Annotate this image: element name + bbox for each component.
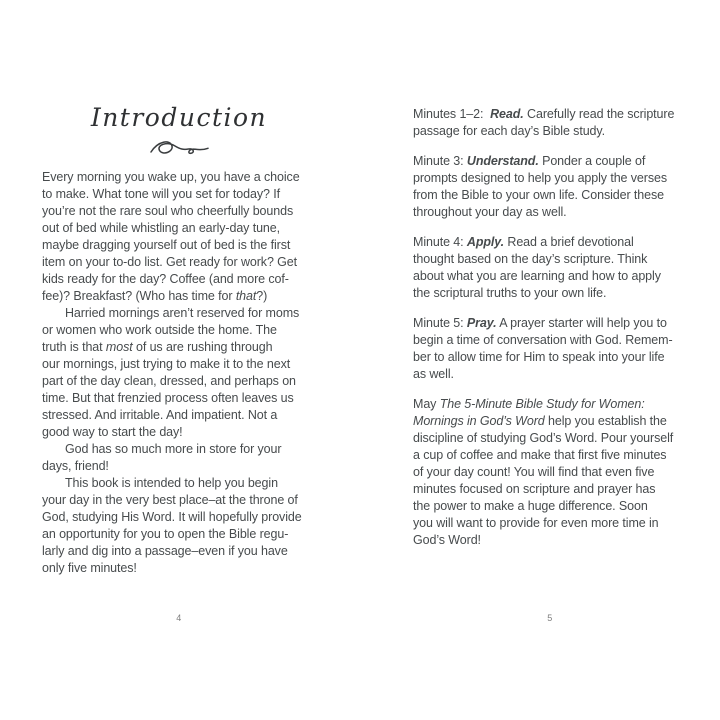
text-line: God has so much more in store for your	[65, 442, 282, 456]
text-line: your day in the very best place–at the throne of	[42, 493, 298, 507]
text-line: item on your to-do list. Get ready for work? Get	[42, 255, 298, 269]
text-line: God’s Word!	[413, 533, 481, 547]
right-page	[413, 0, 697, 562]
text-line: to make. What tone will you set for today? If	[42, 187, 280, 201]
left-page	[42, 0, 316, 577]
text-line: our mornings, just trying to make it to the next	[42, 357, 291, 371]
page-number-left: 4	[176, 613, 182, 623]
chapter-title: Introduction	[90, 103, 268, 132]
text-line: truth is that most of us are rushing through	[42, 340, 273, 354]
text-line: God, studying His Word. It will hopefully provide	[42, 510, 302, 524]
text-line: good way to start the day!	[42, 425, 183, 439]
paragraph	[42, 441, 316, 475]
text-line: the scriptural truths to your own life.	[413, 286, 607, 300]
left-page-text	[42, 169, 316, 577]
text-line: ber to allow time for Him to speak into your life	[413, 350, 665, 364]
text-line: Minute 5: Pray. A prayer starter will help you to	[413, 316, 667, 330]
text-line: Harried mornings aren’t reserved for moms	[65, 306, 300, 320]
right-page-text	[413, 0, 697, 549]
paragraph	[413, 153, 697, 221]
text-line: minutes focused on scripture and prayer has	[413, 482, 656, 496]
text-line: Minutes 1–2: Read. Carefully read the scripture	[413, 107, 675, 121]
text-line: fee)? Breakfast? (Who has time for that?)	[42, 289, 268, 303]
paragraph	[413, 315, 697, 383]
text-line: thought based on the day’s scripture. Think	[413, 252, 648, 266]
text-line: part of the day clean, dressed, and perhaps on	[42, 374, 296, 388]
swirl-flourish-icon	[42, 136, 316, 162]
text-line: of your day count! You will find that even five	[413, 465, 655, 479]
text-line: throughout your day as well.	[413, 205, 567, 219]
text-line: time. But that frenzied process often leaves us	[42, 391, 294, 405]
text-line: Mornings in God’s Word help you establish the	[413, 414, 667, 428]
text-line: as well.	[413, 367, 454, 381]
text-line: a cup of coffee and make that first five minutes	[413, 448, 667, 462]
text-line: begin a time of conversation with God. Remem-	[413, 333, 673, 347]
paragraph	[413, 106, 697, 140]
text-line: prompts designed to help you apply the verses	[413, 171, 667, 185]
text-line: larly and dig into a passage–even if you have	[42, 544, 288, 558]
text-line: an opportunity for you to open the Bible regu-	[42, 527, 289, 541]
text-line: Minute 4: Apply. Read a brief devotional	[413, 235, 634, 249]
text-line: you’re not the rare soul who cheerfully bounds	[42, 204, 294, 218]
text-line: maybe dragging yourself out of bed is the first	[42, 238, 291, 252]
text-line: discipline of studying God’s Word. Pour yourself	[413, 431, 674, 445]
text-line: kids ready for the day? Coffee (and more cof-	[42, 272, 289, 286]
text-line: about what you are learning and how to apply	[413, 269, 661, 283]
text-line: out of bed while whistling an early-day tune,	[42, 221, 281, 235]
text-line: the power to make a huge difference. Soon	[413, 499, 648, 513]
text-line: or women who work outside the home. The	[42, 323, 277, 337]
paragraph	[42, 305, 316, 441]
page-number-right: 5	[547, 613, 553, 623]
text-line: This book is intended to help you begin	[65, 476, 278, 490]
paragraph	[413, 396, 697, 549]
text-line: you will want to provide for even more time in	[413, 516, 659, 530]
text-line: Every morning you wake up, you have a choice	[42, 170, 300, 184]
paragraph	[42, 169, 316, 305]
text-line: only five minutes!	[42, 561, 137, 575]
text-line: from the Bible to your own life. Consider these	[413, 188, 664, 202]
text-line: Minute 3: Understand. Ponder a couple of	[413, 154, 646, 168]
paragraph	[42, 475, 316, 577]
paragraph	[413, 234, 697, 302]
text-line: May The 5-Minute Bible Study for Women:	[413, 397, 645, 411]
text-line: stressed. And irritable. And impatient. Not a	[42, 408, 278, 422]
text-line: days, friend!	[42, 459, 109, 473]
text-line: passage for each day’s Bible study.	[413, 124, 605, 138]
